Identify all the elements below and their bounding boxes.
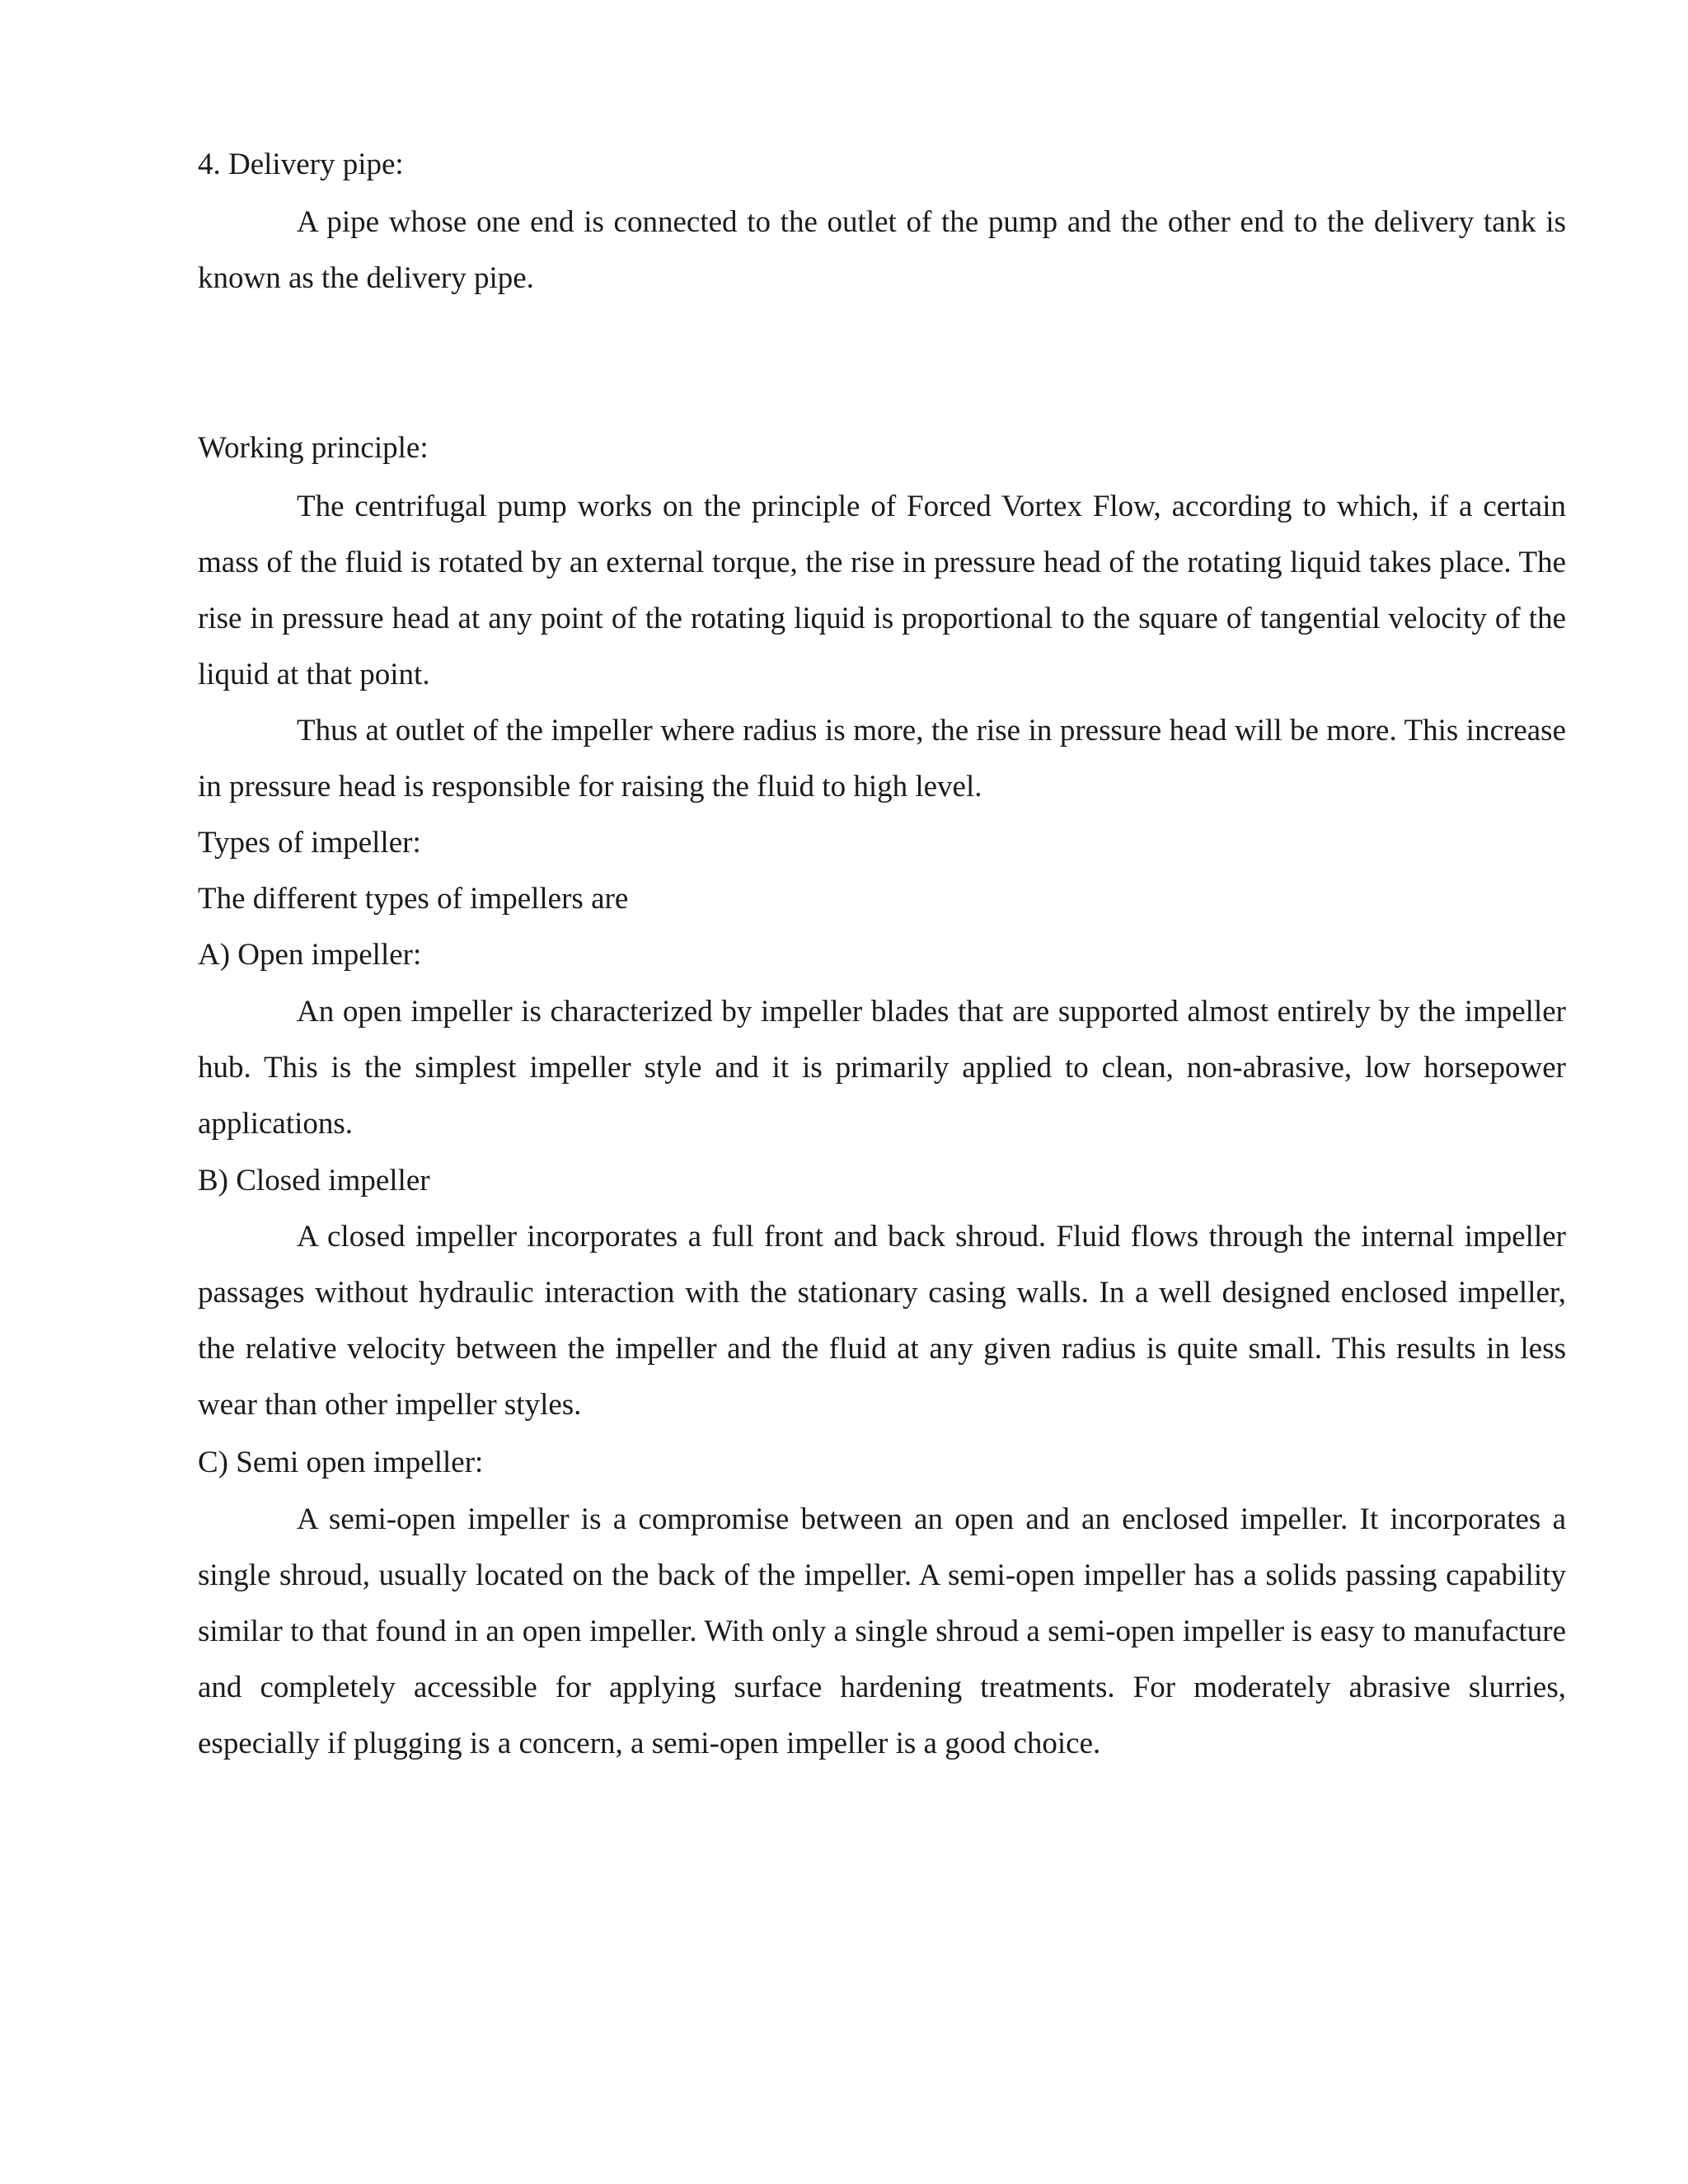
paragraph-closed-impeller: A closed impeller incorporates a full front and back shroud. Fluid flows through the internal impeller passages without hydraulic interaction with the stationary casing walls. In a well designed enclosed impeller, the relative velocity between the impeller and the fluid at any given radius is quite small. This results in less wear than other impeller styles. — [198, 1220, 1566, 1422]
section-heading-working-principle: Working principle: — [198, 431, 429, 465]
paragraph-working-principle-2: Thus at outlet of the impeller where radius is more, the rise in pressure head will be more. This increase in pressure head is responsible for raising the fluid to high level. — [198, 714, 1566, 804]
paragraph-semi-open-impeller: A semi-open impeller is a compromise between an open and an enclosed impeller. It incorporates a single shroud, usually located on the back of the impeller. A semi-open impeller has a solids passing capability similar to that found in an open impeller. With only a single shroud a semi-open impeller is easy to manufacture and completely accessible for applying surface hardening treatments. For moderately abrasive slurries, especially if plugging is a concern, a semi-open impeller is a good choice. — [198, 1502, 1566, 1760]
paragraph-delivery-pipe: A pipe whose one end is connected to the outlet of the pump and the other end to the delivery tank is known as the delivery pipe. — [198, 205, 1566, 295]
paragraph-working-principle-1: The centrifugal pump works on the principle of Forced Vortex Flow, according to which, if a certain mass of the fluid is rotated by an external torque, the rise in pressure head of the rotating liquid takes place. The rise in pressure head at any point of the rotating liquid is proportional to the square of tangential velocity of the liquid at that point. — [198, 490, 1566, 691]
section-heading-types-of-impeller: Types of impeller: — [198, 826, 421, 860]
intro-line-types: The different types of impellers are — [198, 882, 629, 916]
section-heading-closed-impeller: B) Closed impeller — [198, 1164, 430, 1197]
section-heading-semi-open-impeller: C) Semi open impeller: — [198, 1446, 484, 1479]
document-page — [198, 0, 1566, 2184]
section-heading-open-impeller: A) Open impeller: — [198, 938, 422, 972]
section-heading-delivery-pipe: 4. Delivery pipe: — [198, 148, 404, 181]
paragraph-open-impeller: An open impeller is characterized by impeller blades that are supported almost entirely by the impeller hub. This is the simplest impeller style and it is primarily applied to clean, non-abrasive, low horsepower applications. — [198, 995, 1566, 1141]
